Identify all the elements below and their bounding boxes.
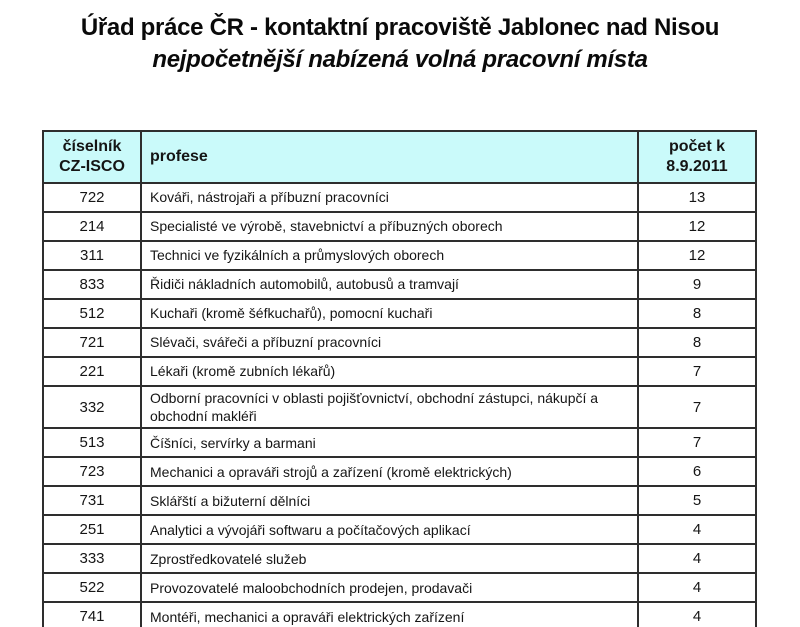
page-subtitle: nejpočetnější nabízená volná pracovní místa <box>152 46 648 74</box>
header-count-line2: 8.9.2011 <box>666 158 728 175</box>
profession-name: Číšníci, servírky a barmani <box>141 428 638 457</box>
cz-isco-code: 214 <box>43 212 141 241</box>
profession-name: Specialisté ve výrobě, stavebnictví a příbuzných oborech <box>141 212 638 241</box>
profession-name: Řidiči nákladních automobilů, autobusů a tramvají <box>141 270 638 299</box>
table-row <box>43 241 756 270</box>
cz-isco-code: 333 <box>43 544 141 573</box>
header-count-column <box>638 131 756 183</box>
table-row <box>43 357 756 386</box>
table-row <box>43 212 756 241</box>
vacancy-count: 12 <box>638 241 756 270</box>
table-row <box>43 515 756 544</box>
vacancy-count: 12 <box>638 212 756 241</box>
header-code-line2: CZ-ISCO <box>59 158 125 175</box>
table-header <box>43 131 756 183</box>
table-row <box>43 328 756 357</box>
vacancy-count: 4 <box>638 544 756 573</box>
cz-isco-code: 512 <box>43 299 141 328</box>
table-row <box>43 386 756 428</box>
cz-isco-code: 522 <box>43 573 141 602</box>
table-row <box>43 183 756 212</box>
vacancy-count: 8 <box>638 299 756 328</box>
vacancy-count: 4 <box>638 515 756 544</box>
vacancy-count: 4 <box>638 573 756 602</box>
vacancy-count: 8 <box>638 328 756 357</box>
profession-name: Slévači, svářeči a příbuzní pracovníci <box>141 328 638 357</box>
profession-name: Provozovatelé maloobchodních prodejen, prodavači <box>141 573 638 602</box>
table-row <box>43 544 756 573</box>
profession-name: Kuchaři (kromě šéfkuchařů), pomocní kuchaři <box>141 299 638 328</box>
table-row <box>43 573 756 602</box>
vacancies-table <box>42 130 757 627</box>
cz-isco-code: 221 <box>43 357 141 386</box>
cz-isco-code: 723 <box>43 457 141 486</box>
table-row <box>43 270 756 299</box>
table-row <box>43 602 756 627</box>
cz-isco-code: 731 <box>43 486 141 515</box>
cz-isco-code: 251 <box>43 515 141 544</box>
table-body <box>43 183 756 627</box>
profession-name: Zprostředkovatelé služeb <box>141 544 638 573</box>
cz-isco-code: 311 <box>43 241 141 270</box>
slide-page <box>0 12 800 627</box>
cz-isco-code: 741 <box>43 602 141 627</box>
cz-isco-code: 721 <box>43 328 141 357</box>
vacancy-count: 9 <box>638 270 756 299</box>
cz-isco-code: 332 <box>43 386 141 428</box>
table-row <box>43 299 756 328</box>
vacancy-count: 6 <box>638 457 756 486</box>
profession-name: Montéři, mechanici a opraváři elektrických zařízení <box>141 602 638 627</box>
header-row <box>43 131 756 183</box>
cz-isco-code: 513 <box>43 428 141 457</box>
vacancy-count: 5 <box>638 486 756 515</box>
vacancy-count: 7 <box>638 428 756 457</box>
profession-name: Mechanici a opraváři strojů a zařízení (kromě elektrických) <box>141 457 638 486</box>
cz-isco-code: 833 <box>43 270 141 299</box>
profession-name: Lékaři (kromě zubních lékařů) <box>141 357 638 386</box>
vacancy-count: 7 <box>638 357 756 386</box>
vacancy-count: 4 <box>638 602 756 627</box>
cz-isco-code: 722 <box>43 183 141 212</box>
profession-name: Sklářští a bižuterní dělníci <box>141 486 638 515</box>
table-row <box>43 428 756 457</box>
profession-name: Kováři, nástrojaři a příbuzní pracovníci <box>141 183 638 212</box>
profession-name: Analytici a vývojáři softwaru a počítačových aplikací <box>141 515 638 544</box>
header-count-line1: počet k <box>668 138 725 155</box>
vacancy-count: 13 <box>638 183 756 212</box>
profession-name: Odborní pracovníci v oblasti pojišťovnictví, obchodní zástupci, nákupčí a obchodní makléři <box>141 386 638 428</box>
table-row <box>43 486 756 515</box>
header-profession-column: profese <box>141 131 638 183</box>
vacancy-count: 7 <box>638 386 756 428</box>
header-code-line1: číselník <box>62 138 122 155</box>
profession-name: Technici ve fyzikálních a průmyslových oborech <box>141 241 638 270</box>
page-title: Úřad práce ČR - kontaktní pracoviště Jablonec nad Nisou <box>80 14 720 41</box>
table-row <box>43 457 756 486</box>
header-code-column <box>43 131 141 183</box>
